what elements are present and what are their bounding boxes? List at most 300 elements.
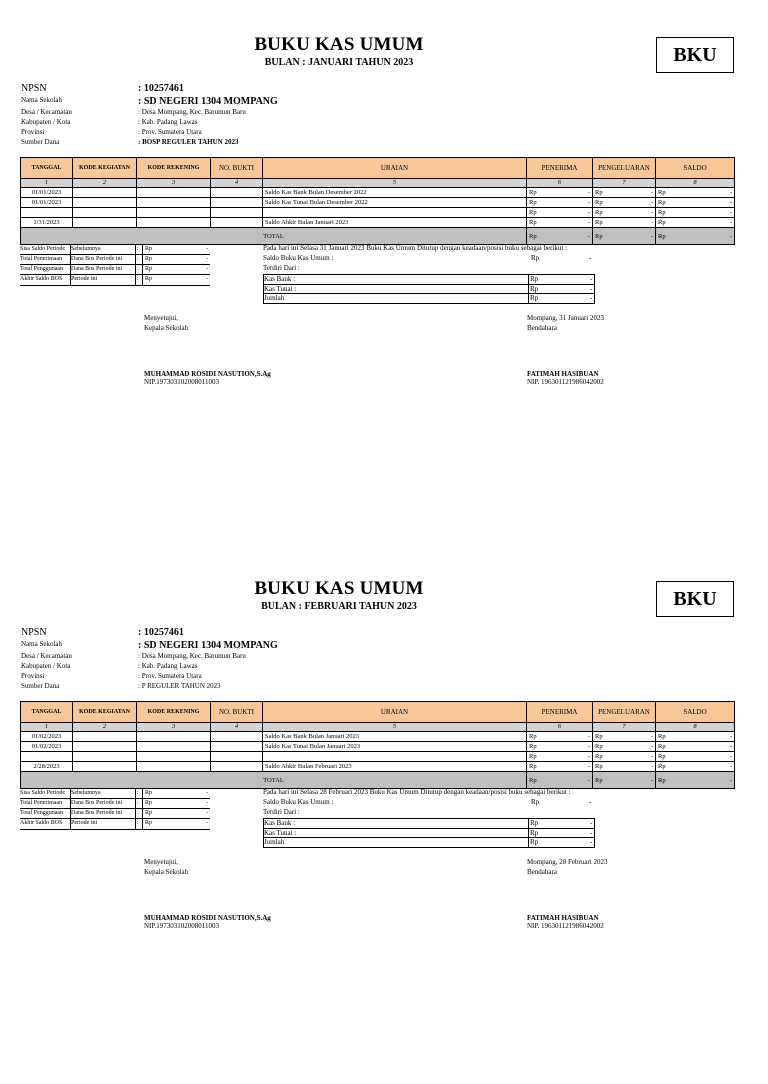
amount-value: - [650,232,653,240]
expense-cell [593,742,656,752]
approver-nip: NIP.197303102008011003 [144,922,219,930]
summary-colon: : [137,810,139,816]
treasurer-name: FATIMAH HASIBUAN [527,370,599,378]
school-row [21,640,421,650]
summary-label-cont: Dana Bos Periode ini [71,800,123,806]
date-cell [21,208,73,218]
column-header: PENERIMA [527,158,593,179]
total-receipt-cell [527,772,593,789]
fund-value: : BOSP REGULER TAHUN 2023 [138,138,239,146]
district-value: : Desa Mompang, Kec. Barumun Baru [138,652,246,660]
district-label: Desa / Kecamatan [21,652,72,660]
amount-value: - [729,232,732,240]
date-cell [21,752,73,762]
treasurer-place-date: Mompang, 31 Januari 2023 [527,314,604,322]
school-label: Nama Sekolah [21,640,63,648]
table-row [21,188,735,198]
saldo-value: - [589,254,592,262]
kas-currency: Rp [530,284,539,293]
column-number: 7 [593,723,656,732]
currency-label: Rp [529,219,537,226]
column-header: TANGGAL [21,158,73,179]
column-number: 3 [137,723,211,732]
npsn-row [21,627,421,637]
total-receipt-cell [527,228,593,245]
regency-value: : Kab. Padang Lawas [138,118,198,126]
description-cell [263,208,527,218]
approver-name: MUHAMMAD ROSIDI NASUTION,S.Ag [144,914,271,922]
treasurer-nip: NIP. 196301121986042002 [527,922,604,930]
summary-colon: : [137,246,139,252]
date-cell: 01/02/2023 [21,732,73,742]
table-row [21,762,735,772]
receipt-cell [527,732,593,742]
province-value: : Prov. Sumatera Utara [138,672,202,680]
district-row [21,652,421,662]
expense-cell [593,752,656,762]
column-header: KODE KEGIATAN [73,158,137,179]
saldo-label: Saldo Buku Kas Umum : [263,254,334,262]
receipt-no-cell [211,732,263,742]
amount-value: - [587,219,590,226]
total-balance-cell [656,228,735,245]
amount-value: - [729,219,732,226]
closing-text: Pada hari ini Selasa 31 Januari 2023 Buku Kas Umum Ditutup dengan keadaan/posisi buku sebagai berikut : [263,244,568,252]
column-number: 5 [263,723,527,732]
kas-currency: Rp [530,828,539,837]
description-cell [263,752,527,762]
total-label: TOTAL [21,228,527,245]
kas-label: Kas Tunai : [264,284,297,293]
description-cell: Saldo Kas Tunai Bulan Januari 2023 [263,742,527,752]
column-number: 6 [527,179,593,188]
account-code-cell [137,752,211,762]
summary-label: Total Penerimaan [20,256,63,262]
currency-label: Rp [529,776,537,784]
kas-value: - [590,828,593,837]
npsn-label: NPSN [21,627,47,638]
amount-value: - [587,199,590,206]
npsn-value: : 10257461 [138,83,184,94]
kas-row-kas-bank [263,274,595,284]
currency-label: Rp [658,232,666,240]
currency-label: Rp [595,232,603,240]
summary-value: - [206,246,208,252]
kas-label: Kas Bank : [264,819,296,827]
amount-value: - [650,763,653,770]
date-cell: 01/01/2023 [21,188,73,198]
currency-label: Rp [529,199,537,206]
amount-value: - [650,733,653,740]
total-label: TOTAL [21,772,527,789]
district-row [21,108,421,118]
balance-cell [656,762,735,772]
account-code-cell [137,762,211,772]
summary-label-cont: Dana Bos Periode ini [71,266,123,272]
amount-value: - [587,189,590,196]
province-label: Provinsi [21,672,45,680]
kas-row-kas-tunai [263,284,595,294]
description-cell: Saldo Ahkir Bulan Februari 2023 [263,762,527,772]
kas-currency: Rp [530,275,539,283]
kas-label: Jumlah [264,294,285,302]
province-value: : Prov. Sumatera Utara [138,128,202,136]
currency-label: Rp [595,209,603,216]
description-cell: Saldo Kas Tunai Bulan Desember 2022 [263,198,527,208]
column-number: 4 [211,723,263,732]
fund-label: Sumber Dana [21,682,60,690]
page-subtitle: BULAN : FEBRUARI TAHUN 2023 [261,601,417,612]
kas-row-jumlah [263,837,595,848]
saldo-currency: Rp [531,254,540,262]
npsn-value: : 10257461 [138,627,184,638]
receipt-cell [527,752,593,762]
amount-value: - [587,743,590,750]
amount-value: - [650,776,653,784]
approver-line-1: Menyetujui, [144,858,179,866]
table-row [21,752,735,762]
amount-value: - [729,209,732,216]
currency-label: Rp [595,753,603,760]
expense-cell [593,188,656,198]
activity-code-cell [73,198,137,208]
summary-label: Sisa Saldo Periode [20,790,65,796]
expense-cell [593,762,656,772]
column-number: 2 [73,723,137,732]
amount-value: - [650,753,653,760]
currency-label: Rp [529,209,537,216]
account-code-cell [137,188,211,198]
total-expense-cell [593,772,656,789]
summary-value: - [206,800,208,806]
treasurer-name: FATIMAH HASIBUAN [527,914,599,922]
currency-label: Rp [658,763,666,770]
bku-badge: BKU [656,581,734,617]
approver-role: Kepala Sekolah [144,868,189,876]
currency-label: Rp [595,733,603,740]
currency-label: Rp [529,733,537,740]
bku-table [20,157,735,245]
description-cell: Saldo Kas Bank Bulan Desember 2022 [263,188,527,198]
currency-label: Rp [658,189,666,196]
summary-currency: Rp [145,820,153,826]
column-header: PENERIMA [527,702,593,723]
activity-code-cell [73,752,137,762]
currency-label: Rp [595,199,603,206]
column-number-row [21,723,735,732]
summary-currency: Rp [145,256,153,262]
column-header: SALDO [656,158,735,179]
expense-cell [593,218,656,228]
treasurer-nip: NIP. 196301121986042002 [527,378,604,386]
receipt-cell [527,208,593,218]
receipt-cell [527,742,593,752]
column-number: 8 [656,179,735,188]
currency-label: Rp [595,189,603,196]
column-number: 6 [527,723,593,732]
column-number: 4 [211,179,263,188]
regency-value: : Kab. Padang Lawas [138,662,198,670]
amount-value: - [587,733,590,740]
terdiri-label: Terdiri Dari : [263,264,300,272]
currency-label: Rp [658,776,666,784]
regency-row [21,662,421,672]
regency-row [21,118,421,128]
summary-label: Sisa Saldo Periode [20,246,65,252]
amount-value: - [729,733,732,740]
regency-label: Kabupaten / Kota [21,662,71,670]
kas-row-kas-tunai [263,828,595,838]
receipt-no-cell [211,742,263,752]
column-header: KODE KEGIATAN [73,702,137,723]
treasurer-role: Bendahara [527,324,557,332]
amount-value: - [729,753,732,760]
summary-colon: : [137,800,139,806]
summary-currency: Rp [145,790,153,796]
date-cell: 2/28/2023 [21,762,73,772]
date-cell: 01/02/2023 [21,742,73,752]
column-number: 2 [73,179,137,188]
district-value: : Desa Mompang, Kec. Barumun Baru [138,108,246,116]
description-cell: Saldo Kas Bank Bulan Januari 2023 [263,732,527,742]
kas-value: - [590,284,593,293]
summary-row [20,274,210,286]
column-header: NO. BUKTI [211,702,263,723]
summary-currency: Rp [145,800,153,806]
amount-value: - [587,232,590,240]
column-header: URAIAN [263,158,527,179]
currency-label: Rp [529,743,537,750]
kas-value: - [590,275,593,283]
account-code-cell [137,198,211,208]
amount-value: - [587,209,590,216]
closing-text: Pada hari ini Selasa 28 Februari 2023 Buku Kas Umum Ditutup dengan keadaan/posisi buku sebagai berikut : [263,788,571,796]
receipt-no-cell [211,198,263,208]
summary-colon: : [137,276,139,282]
currency-label: Rp [658,219,666,226]
summary-label-cont: Sebelumnya [71,246,101,252]
treasurer-signature [527,858,608,930]
page-title: BUKU KAS UMUM [254,578,424,599]
province-label: Provinsi [21,128,45,136]
account-code-cell [137,218,211,228]
summary-label-cont: Dana Bos Periode ini [71,810,123,816]
expense-cell [593,198,656,208]
amount-value: - [729,199,732,206]
currency-label: Rp [658,753,666,760]
kas-value: - [590,294,593,302]
summary-label-cont: Sebelumnya [71,790,101,796]
summary-label: Total Penggunaan [20,266,64,272]
account-code-cell [137,732,211,742]
column-number: 8 [656,723,735,732]
summary-label-cont: Periode ini [71,820,98,826]
activity-code-cell [73,742,137,752]
bku-table [20,701,735,789]
total-row [21,228,735,245]
column-number: 3 [137,179,211,188]
summary-currency: Rp [145,246,153,252]
column-header: NO. BUKTI [211,158,263,179]
amount-value: - [650,189,653,196]
currency-label: Rp [658,199,666,206]
summary-value: - [206,790,208,796]
summary-label: Total Penggunaan [20,810,64,816]
saldo-label: Saldo Buku Kas Umum : [263,798,334,806]
kas-row-jumlah [263,293,595,304]
approver-signature [144,858,271,930]
province-row [21,128,421,138]
activity-code-cell [73,218,137,228]
activity-code-cell [73,188,137,198]
amount-value: - [587,763,590,770]
account-code-cell [137,742,211,752]
date-cell: 1/31/2023 [21,218,73,228]
total-expense-cell [593,228,656,245]
column-header: PENGELUARAN [593,158,656,179]
bku-badge: BKU [656,37,734,73]
column-header: URAIAN [263,702,527,723]
balance-cell [656,198,735,208]
amount-value: - [650,219,653,226]
summary-label: Akhir Saldo BOS [20,820,63,826]
currency-label: Rp [529,232,537,240]
province-row [21,672,421,682]
fund-label: Sumber Dana [21,138,60,146]
summary-value: - [206,810,208,816]
summary-colon: : [137,820,139,826]
summary-colon: : [137,790,139,796]
balance-cell [656,208,735,218]
amount-value: - [729,743,732,750]
column-number: 5 [263,179,527,188]
column-number-row [21,179,735,188]
amount-value: - [650,209,653,216]
activity-code-cell [73,732,137,742]
school-row [21,96,421,106]
saldo-value: - [589,798,592,806]
receipt-no-cell [211,208,263,218]
summary-value: - [206,820,208,826]
table-row [21,218,735,228]
kas-label: Kas Tunai : [264,828,297,837]
table-row [21,742,735,752]
receipt-no-cell [211,218,263,228]
saldo-currency: Rp [531,798,540,806]
balance-cell [656,752,735,762]
summary-value: - [206,276,208,282]
school-label: Nama Sekolah [21,96,63,104]
receipt-cell [527,188,593,198]
approver-nip: NIP.197303102008011003 [144,378,219,386]
total-balance-cell [656,772,735,789]
district-label: Desa / Kecamatan [21,108,72,116]
column-header: SALDO [656,702,735,723]
kas-row-kas-bank [263,818,595,828]
treasurer-role: Bendahara [527,868,557,876]
summary-colon: : [137,266,139,272]
currency-label: Rp [658,743,666,750]
balance-cell [656,742,735,752]
currency-label: Rp [595,776,603,784]
table-row [21,198,735,208]
school-value: : SD NEGERI 1304 MOMPANG [138,96,278,107]
approver-line-1: Menyetujui, [144,314,179,322]
summary-label-cont: Periode ini [71,276,98,282]
terdiri-label: Terdiri Dari : [263,808,300,816]
column-header: PENGELUARAN [593,702,656,723]
npsn-row [21,83,421,93]
summary-value: - [206,256,208,262]
summary-colon: : [137,256,139,262]
balance-cell [656,188,735,198]
fund-value: : P REGULER TAHUN 2023 [138,682,221,690]
regency-label: Kabupaten / Kota [21,118,71,126]
fund-row [21,682,421,692]
amount-value: - [729,189,732,196]
table-header [21,158,735,179]
amount-value: - [650,743,653,750]
account-code-cell [137,208,211,218]
receipt-cell [527,218,593,228]
treasurer-signature [527,314,604,386]
currency-label: Rp [529,189,537,196]
currency-label: Rp [595,219,603,226]
currency-label: Rp [658,209,666,216]
kas-currency: Rp [530,819,539,827]
receipt-no-cell [211,188,263,198]
table-row [21,732,735,742]
amount-value: - [729,763,732,770]
kas-currency: Rp [530,838,539,846]
activity-code-cell [73,762,137,772]
amount-value: - [587,776,590,784]
currency-label: Rp [529,753,537,760]
amount-value: - [587,753,590,760]
npsn-label: NPSN [21,83,47,94]
currency-label: Rp [658,733,666,740]
kas-currency: Rp [530,294,539,302]
currency-label: Rp [595,743,603,750]
currency-label: Rp [529,763,537,770]
description-cell: Saldo Ahkir Bulan Januari 2023 [263,218,527,228]
receipt-no-cell [211,762,263,772]
total-row [21,772,735,789]
kas-label: Kas Bank : [264,275,296,283]
column-number: 1 [21,179,73,188]
school-value: : SD NEGERI 1304 MOMPANG [138,640,278,651]
kas-value: - [590,819,593,827]
summary-value: - [206,266,208,272]
summary-label: Akhir Saldo BOS [20,276,63,282]
currency-label: Rp [595,763,603,770]
table-row [21,208,735,218]
date-cell: 01/01/2023 [21,198,73,208]
table-header [21,702,735,723]
expense-cell [593,732,656,742]
approver-signature [144,314,271,386]
fund-row [21,138,421,148]
column-header: TANGGAL [21,702,73,723]
amount-value: - [729,776,732,784]
activity-code-cell [73,208,137,218]
expense-cell [593,208,656,218]
column-header: KODE REKENING [137,158,211,179]
receipt-no-cell [211,752,263,762]
summary-row [20,818,210,830]
page-subtitle: BULAN : JANUARI TAHUN 2023 [264,57,414,68]
treasurer-place-date: Mompang, 28 Februari 2023 [527,858,608,866]
